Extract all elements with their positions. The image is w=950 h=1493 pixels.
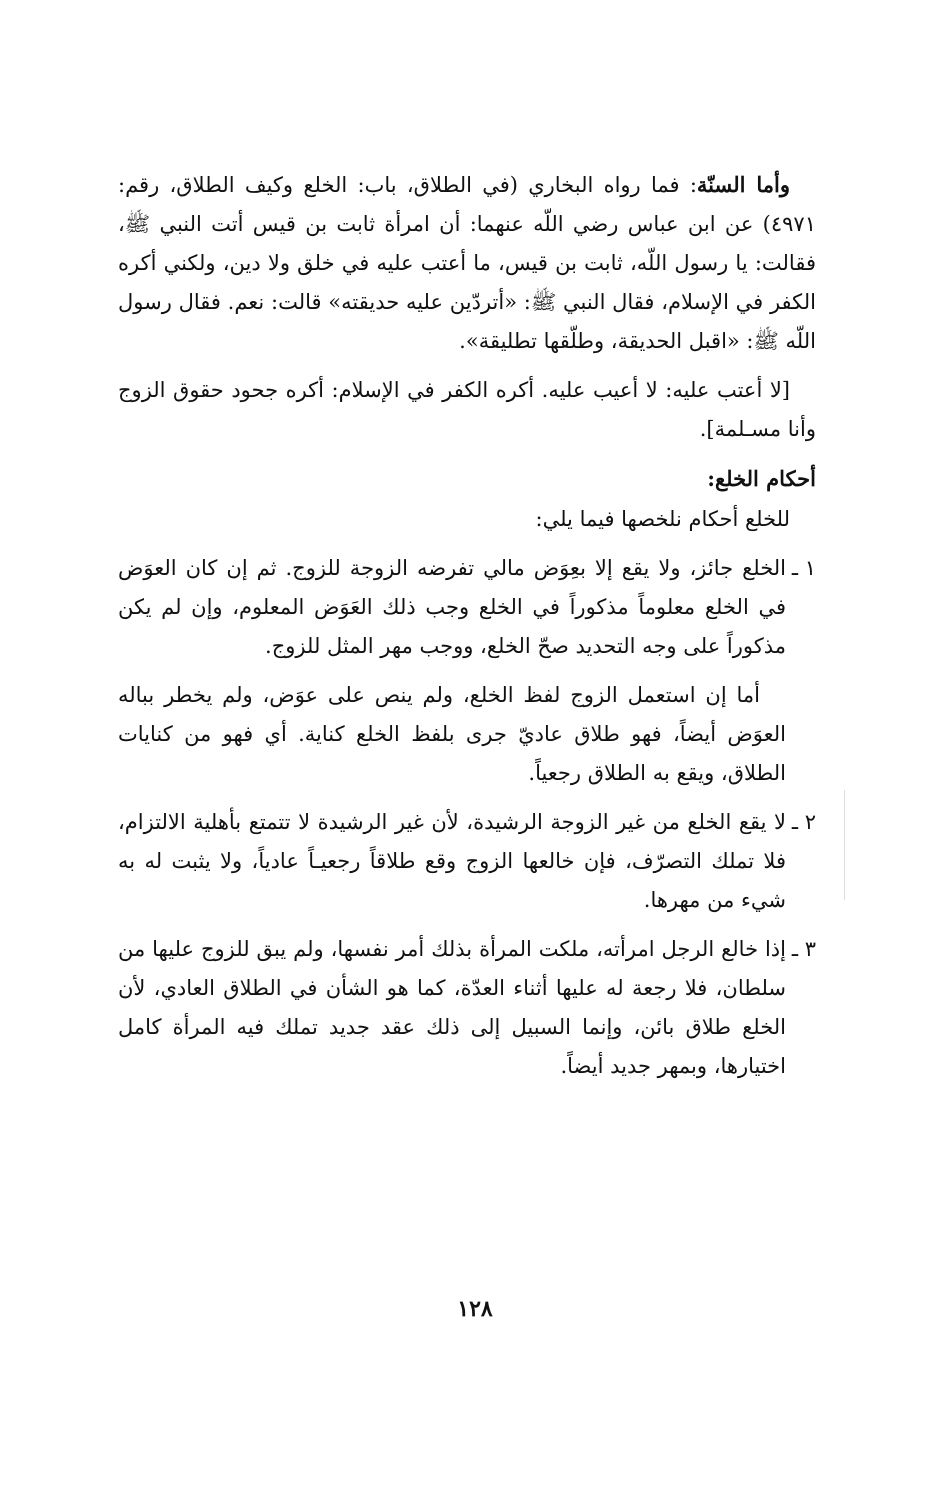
list-item-2 <box>118 803 816 920</box>
list-text: الخلع جائز، ولا يقع إلا بعِوَض مالي تفرضه الزوجة للزوج. ثم إن كان العوَض في الخلع معلوماً مذكوراً في الخلع وجب ذلك العَوَض المعلوم، وإن لم يكن مذكوراً على وجه التحديد صحّ الخلع، ووجب مهر المثل للزوج. <box>118 556 786 658</box>
list-text: لا يقع الخلع من غير الزوجة الرشيدة، لأن غير الرشيدة لا تتمتع بأهلية الالتزام، فلا تملك التصرّف، فإن خالعها الزوج وقع طلاقاً رجعيـاً عادياً، ولا يثبت له به شيء من مهرها. <box>118 810 786 912</box>
intro-paragraph <box>118 165 816 361</box>
page-body <box>118 165 816 1096</box>
list-item-3 <box>118 930 816 1086</box>
section-intro: للخلع أحكام نلخصها فيما يلي: <box>535 507 790 531</box>
page-number: ١٢٨ <box>457 1296 493 1322</box>
list-number: ٣ ـ <box>791 937 816 961</box>
scan-artifact <box>844 790 845 900</box>
item1-followup: أما إن استعمل الزوج لفظ الخلع، ولم ينص على عوَض، ولم يخطر بباله العوَض أيضاً، فهو طلاق عاديّ جرى بلفظ الخلع كناية. أي فهو من كنايات الطلاق، ويقع به الطلاق رجعياً. <box>118 683 786 785</box>
vocabulary-note: [لا أعتب عليه: لا أعيب عليه. أكره الكفر في الإسلام: أكره جحود حقوق الزوج وأنا مسـلمة]. <box>118 378 816 441</box>
list-number: ١ ـ <box>791 556 816 580</box>
intro-lead: وأما السنّة <box>696 172 790 197</box>
list-item-1 <box>118 549 816 666</box>
list-text: إذا خالع الرجل امرأته، ملكت المرأة بذلك أمر نفسها، ولم يبق للزوج عليها من سلطان، فلا رجعة له عليها أثناء العدّة، كما هو الشأن في الطلاق العادي، لأن الخلع طلاق بائن، وإنما السبيل إلى ذلك عقد جديد تملك فيه المرأة كامل اختيارها، وبمهر جديد أيضاً. <box>118 937 786 1078</box>
intro-text: : فما رواه البخاري (في الطلاق، باب: الخلع وكيف الطلاق، رقم: ٤٩٧١) عن ابن عباس رضي اللّه عنهما: أن امرأة ثابت بن قيس أتت النبي ﷺ، فقالت: يا رسول اللّه، ثابت بن قيس، ما أعتب عليه في خلق ولا دين، ولكني أكره الكفر في الإسلام، فقال النبي ﷺ: «أتردّين عليه حديقته» قالت: نعم. فقال رسول اللّه ﷺ: «اقبل الحديقة، وطلّقها تطليقة». <box>118 173 816 353</box>
section-heading: أحكام الخلع: <box>707 466 816 491</box>
list-number: ٢ ـ <box>791 810 816 834</box>
